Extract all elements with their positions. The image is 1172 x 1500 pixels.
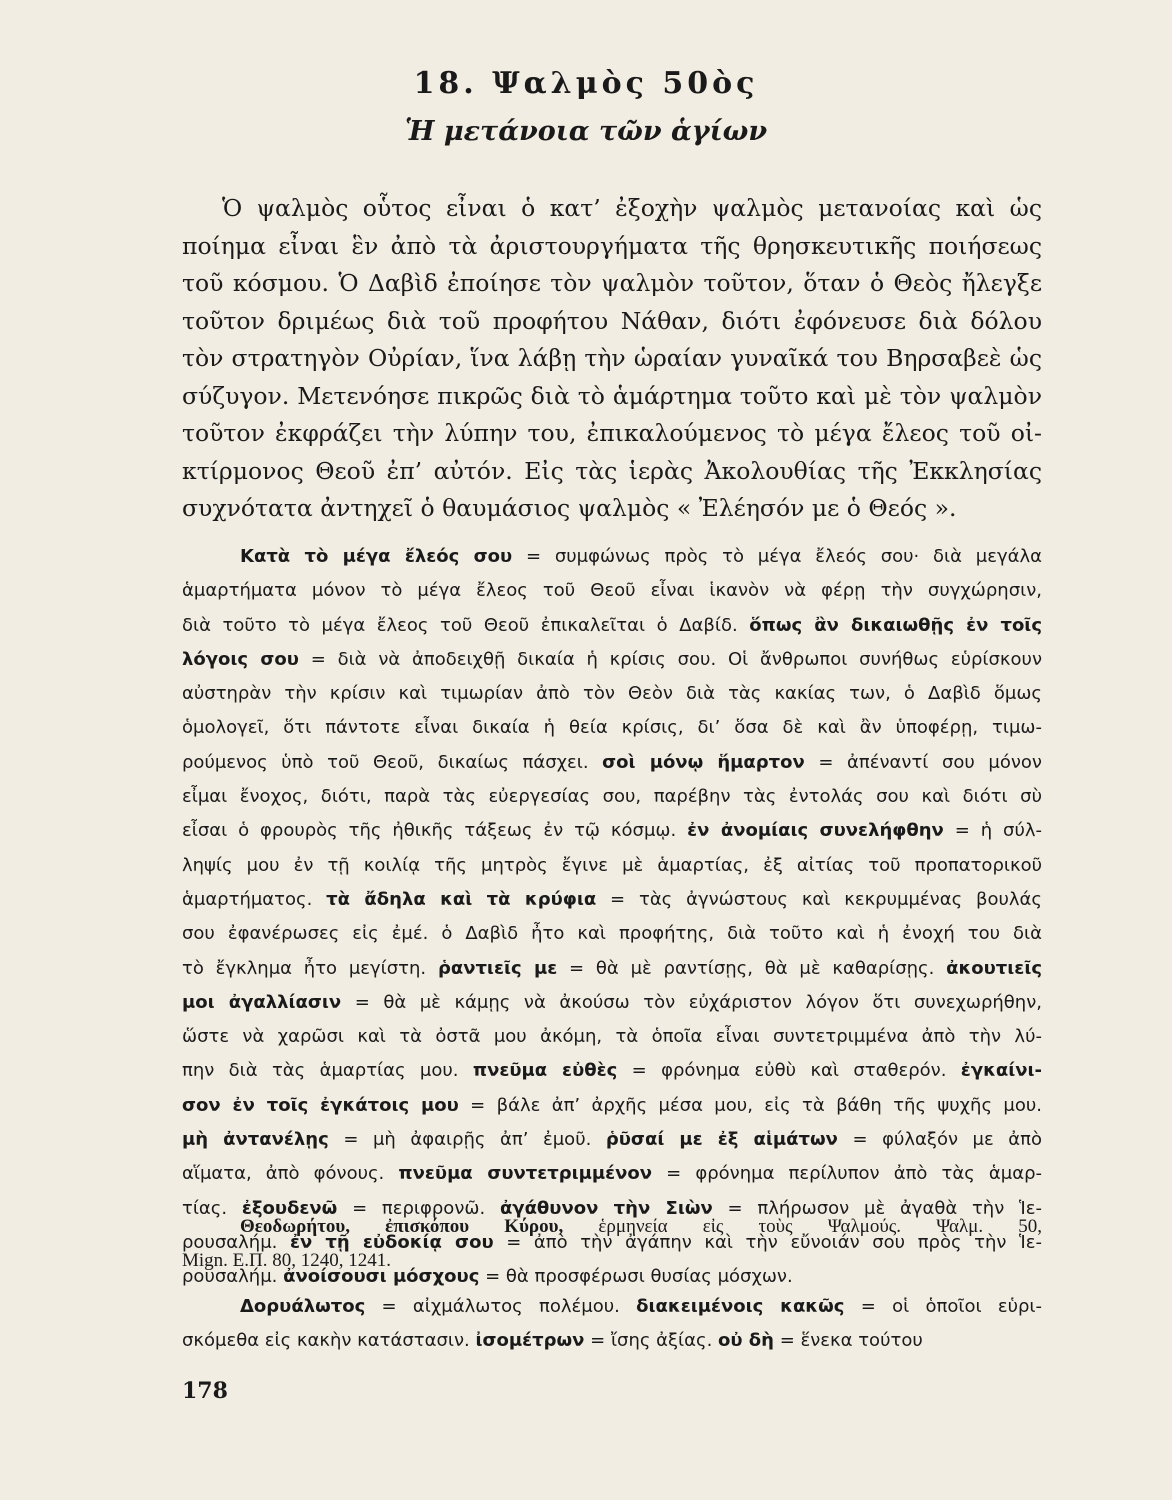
term-headword: διακειμένοις κακῶς (636, 1296, 845, 1317)
page-number: 178 (182, 1378, 228, 1404)
gloss-text: = διὰ νὰ ἀποδειχθῇ δικαία ἡ κρίσις σου. Οἱ ἄνθρωποι συνήθως εὑρίσκουν (298, 648, 1042, 670)
term-headword: Δορυάλωτος (240, 1296, 366, 1317)
intro-paragraph (182, 190, 1042, 528)
term-headword: ἀγάθυνον τὴν Σιὼν (499, 1197, 713, 1219)
term-headword: μοι ἀγαλλίασιν (182, 991, 342, 1013)
intro-line: σύζυγον. Μετενόησε πικρῶς διὰ τὸ ἁμάρτημα τοῦτο καὶ μὲ τὸν ψαλμὸν (182, 381, 1042, 410)
glossary-line (182, 643, 1042, 677)
source-line (182, 1210, 1042, 1244)
page-subtitle: Ἡ μετάνοια τῶν ἁγίων (404, 116, 768, 147)
term-headword: Θεοδωρήτου, ἐπισκόπου Κύρου, (240, 1216, 564, 1237)
glossary-line (182, 849, 1042, 883)
secondary-glossary-line (182, 1290, 1042, 1324)
glossary-line (182, 1123, 1042, 1157)
glossary-line (182, 917, 1042, 951)
intro-line: τοῦτον δριμέως διὰ τοῦ προφήτου Νάθαν, διότι ἐφόνευσε διὰ δόλου (182, 306, 1042, 335)
secondary-glossary-line (182, 1324, 1042, 1358)
gloss-text: = βάλε ἀπ’ ἀρχῆς μέσα μου, εἰς τὰ βάθη τῆς ψυχῆς μου. (458, 1094, 1042, 1116)
term-headword: πνεῦμα συντετριμμένον (398, 1163, 653, 1185)
page-title: 18. Ψαλμὸς 50ὸς (413, 66, 759, 101)
glossary-line (182, 952, 1042, 986)
glossary-line (182, 1089, 1042, 1123)
gloss-text: = θὰ μὲ ραντίσῃς, θὰ μὲ καθαρίσῃς. (557, 957, 947, 979)
glossary-line (182, 711, 1042, 745)
glossary-line (182, 883, 1042, 917)
intro-line: κτίρμονος Θεοῦ ἐπ’ αὐτόν. Εἰς τὰς ἱερὰς Ἀκολουθίας τῆς Ἐκκλησίας (182, 456, 1042, 485)
term-headword: οὐ δὴ (718, 1330, 774, 1351)
term-headword: ἐξουδενῶ (241, 1197, 338, 1219)
term-headword: τὰ ἄδηλα καὶ τὰ κρύφια (326, 888, 597, 910)
intro-line: Ὁ ψαλμὸς οὗτος εἶναι ὁ κατ’ ἐξοχὴν ψαλμὸς μετανοίας καὶ ὡς (222, 194, 1042, 222)
glossary-line (182, 1054, 1042, 1088)
gloss-text: = μὴ ἀφαιρῇς ἀπ’ ἐμοῦ. (328, 1129, 606, 1151)
term-headword: ἰσομέτρων (475, 1330, 585, 1351)
gloss-text: = πλήρωσον μὲ ἀγαθὰ τὴν Ἱε- (712, 1197, 1042, 1219)
gloss-text: ὥστε νὰ χαρῶσι καὶ τὰ ὀστᾶ μου ἀκόμη, τὰ ὁποῖα εἶναι συντετριμμένα ἀπὸ τὴν λύ- (182, 1026, 1042, 1048)
gloss-text: ρουσαλήμ. (182, 1231, 290, 1253)
gloss-text: σκόμεθα εἰς κακὴν κατάστασιν. (182, 1330, 476, 1351)
glossary-line (182, 677, 1042, 711)
gloss-text: = ἀπέναντί σου μόνον (804, 751, 1042, 773)
term-headword: λόγοις σου (182, 648, 299, 670)
gloss-text: = φρόνημα περίλυπον ἀπὸ τὰς ἁμαρ- (652, 1163, 1043, 1185)
gloss-text: αὐστηρὰν τὴν κρίσιν καὶ τιμωρίαν ἀπὸ τὸν Θεὸν διὰ τὰς κακίας των, ὁ Δαβὶδ ὅμως (182, 683, 1042, 705)
gloss-text: εἶσαι ὁ φρουρὸς τῆς ἠθικῆς τάξεως ἐν τῷ κόσμῳ. (182, 820, 688, 842)
glossary-line (182, 1157, 1042, 1191)
gloss-text: εἶμαι ἔνοχος, διότι, παρὰ τὰς εὐεργεσίας σου, παρέβην τὰς ἐντολάς σου καὶ διότι σὺ (182, 786, 1042, 808)
gloss-text: = συμφώνως πρὸς τὸ μέγα ἔλεός σου· διὰ μεγάλα (512, 546, 1042, 567)
intro-line: τοῦ κόσμου. Ὁ Δαβὶδ ἐποίησε τὸν ψαλμὸν τοῦτον, ὅταν ὁ Θεὸς ἤλεγξε (182, 269, 1042, 297)
gloss-text: = ἀπὸ τὴν ἀγάπην καὶ τὴν εὔνοιάν σου πρὸς τὴν Ἱε- (493, 1231, 1042, 1253)
gloss-text: ἁμαρτήματος. (182, 888, 327, 910)
secondary-glossary (182, 1290, 1042, 1358)
glossary-line (182, 574, 1042, 608)
source-citation (182, 1210, 1042, 1278)
term-headword: πνεῦμα εὐθὲς (472, 1060, 618, 1082)
gloss-text: = θὰ μὲ κάμῃς νὰ ἀκούσω τὸν εὐχάριστον λόγον ὅτι συνεχωρήθην, (341, 991, 1042, 1013)
term-headword: ῥῦσαί με ἐξ αἱμάτων (605, 1129, 838, 1151)
gloss-text: = περιφρονῶ. (337, 1197, 500, 1219)
term-headword: μὴ ἀντανέλῃς (182, 1129, 329, 1151)
gloss-text: = αἰχμάλωτος πολέμου. (365, 1296, 637, 1317)
gloss-text: σου ἐφανέρωσες εἰς ἐμέ. ὁ Δαβὶδ ἦτο καὶ προφήτης, διὰ τοῦτο καὶ ἡ ἐνοχή του διὰ (182, 923, 1042, 945)
gloss-text: = φρόνημα εὐθὺ καὶ σταθερόν. (617, 1060, 961, 1082)
gloss-text: τίας. (182, 1197, 242, 1219)
term-headword: ῥαντιεῖς με (437, 957, 558, 979)
gloss-text: = ἕνεκα τούτου (773, 1330, 923, 1351)
term-headword: ἐν ἀνομίαις συνελήφθην (687, 820, 944, 842)
glossary-line (182, 780, 1042, 814)
glossary-line (182, 814, 1042, 848)
source-line (182, 1244, 1042, 1278)
intro-line: συχνότατα ἀντηχεῖ ὁ θαυμάσιος ψαλμὸς « Ἐλέησόν με ὁ Θεός ». (182, 494, 957, 522)
gloss-text: ἑρμηνεία εἰς τοὺς Ψαλμούς. Ψαλμ. 50, (563, 1216, 1042, 1237)
glossary-line (182, 540, 1042, 574)
gloss-text: = φύλαξόν με ἀπὸ (837, 1129, 1043, 1151)
term-headword: ὅπως ἂν δικαιωθῇς ἐν τοῖς (749, 614, 1042, 636)
term-headword: ἐγκαίνι- (960, 1060, 1042, 1082)
term-headword: σον ἐν τοῖς ἐγκάτοις μου (182, 1094, 459, 1116)
term-headword: ἐν τῇ εὐδοκίᾳ σου (289, 1231, 494, 1253)
term-headword: ἀκουτιεῖς (946, 957, 1043, 979)
term-headword: σοὶ μόνῳ ἥμαρτον (602, 751, 805, 773)
gloss-text: Mign. Ε.Π. 80, 1240, 1241. (182, 1250, 391, 1271)
gloss-text: = θὰ προσφέρωσι θυσίας μόσχων. (479, 1266, 793, 1288)
glossary-line (182, 746, 1042, 780)
glossary-line (182, 609, 1042, 643)
glossary-line (182, 1020, 1042, 1054)
gloss-text: πην διὰ τὰς ἁμαρτίας μου. (182, 1060, 473, 1082)
gloss-text: = ἴσης ἀξίας. (584, 1330, 719, 1351)
intro-line: τὸν στρατηγὸν Οὐρίαν, ἵνα λάβῃ τὴν ὡραίαν γυναῖκά του Βηρσαβεὲ ὡς (182, 344, 1042, 372)
gloss-text: διὰ τοῦτο τὸ μέγα ἔλεος τοῦ Θεοῦ ἐπικαλεῖται ὁ Δαβίδ. (182, 614, 750, 636)
gloss-text: αἵματα, ἀπὸ φόνους. (182, 1163, 399, 1185)
gloss-text: = οἱ ὁποῖοι εὑρι- (844, 1296, 1042, 1317)
glossary-paragraph (182, 540, 1042, 1295)
term-headword: ἀνοίσουσι μόσχους (283, 1266, 480, 1288)
intro-line: τοῦτον ἐκφράζει τὴν λύπην του, ἐπικαλούμενος τὸ μέγα ἔλεος τοῦ οἰ- (182, 419, 1042, 447)
gloss-text: = τὰς ἀγνώστους καὶ κεκρυμμένας βουλάς (596, 888, 1042, 910)
gloss-text: τὸ ἔγκλημα ἦτο μεγίστη. (182, 957, 438, 979)
gloss-text: ὁμολογεῖ, ὅτι πάντοτε εἶναι δικαία ἡ θεία κρίσις, δι’ ὅσα δὲ καὶ ἂν ὑποφέρῃ, τιμω- (182, 717, 1042, 739)
term-headword: Κατὰ τὸ μέγα ἔλεός σου (240, 546, 513, 567)
gloss-text: ληψίς μου ἐν τῇ κοιλίᾳ τῆς μητρὸς ἔγινε μὲ ἁμαρτίας, ἐξ αἰτίας τοῦ προπατορικοῦ (182, 854, 1042, 876)
glossary-line (182, 986, 1042, 1020)
gloss-text: ρουσαλήμ. (182, 1266, 284, 1288)
gloss-text: = ἡ σύλ- (943, 820, 1043, 842)
gloss-text: ρούμενος ὑπὸ τοῦ Θεοῦ, δικαίως πάσχει. (182, 751, 603, 773)
intro-line: ποίημα εἶναι ἓν ἀπὸ τὰ ἀριστουργήματα τῆς θρησκευτικῆς ποιήσεως (182, 231, 1042, 260)
gloss-text: ἁμαρτήματα μόνον τὸ μέγα ἔλεος τοῦ Θεοῦ εἶναι ἱκανὸν νὰ φέρῃ τὴν συγχώρησιν, (182, 580, 1042, 602)
